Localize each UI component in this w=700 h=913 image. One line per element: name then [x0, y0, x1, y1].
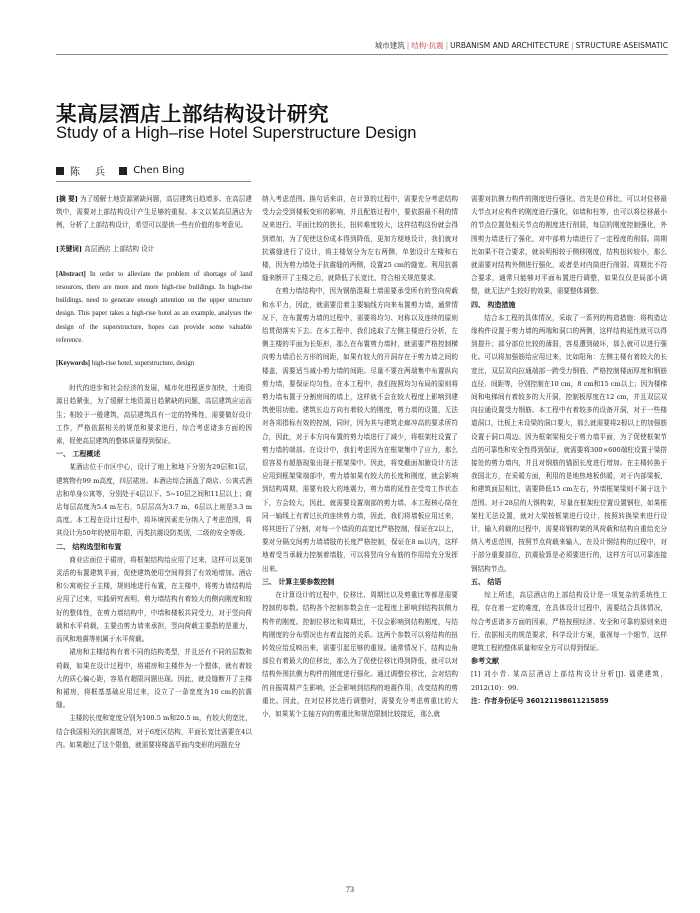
references-heading: 参考文献	[471, 657, 499, 666]
abstract-en-label: [Abstract]	[56, 270, 86, 278]
intro-paragraph: 时代的进步和社会经济的发展，城市化进程逐步加快，土地资源日趋紧张，为了缓解土地资源日趋紧缺的问题，高层建筑应运而生；相较于一般建筑，高层建筑具有一定的特殊性，需要做好设计工作，严格依据相关的规范和要求进行，综合考虑诸多方面的因素，促使高层建筑的整体质量得到保证。	[56, 384, 252, 446]
keywords-cn-label: [关键词]	[56, 244, 83, 253]
column-3	[471, 193, 667, 883]
title-english: Study of a High–rise Hotel Superstructure Design	[56, 124, 417, 142]
reference-1: [1] 刘小青. 某高层酒店上部结构设计分析[J]. 福建建筑，2012(10)：99.	[471, 670, 667, 692]
keywords-en-text: high-rise hotel, superstructure, design	[91, 360, 195, 368]
keywords-en-label: [Keywords]	[56, 360, 90, 368]
section-2-paragraph-2: 裙房和主楼结构有着不同的结构类型，并且还有不同的层数和荷载，如果在设计过程中，将裙房和主楼作为一个整体，就有着较大的质心偏心距，容易有超限问题出现。因此，就设缝断开了主楼和裙房，将框基基础应用过来，设立了一条宽度为10 cm的抗震缝。	[56, 648, 252, 710]
column-2-paragraph-1: 纳入考虑范围。换句话来讲，在计算的过程中，需要充分考虑结构受力会受到楼板变形的影响，并且配筋过程中，要依据最不利的情况来进行。平面比较的狭长，扭转难度较大，这样结构这份就会得到增加，为了促使这份成本得到降低，更加方便地设计，我们就对抗震缝进行了设计，将主楼划分为左右两侧，单独设计左楼和右楼，因为剪力墙处于抗震缝的两侧，设置25 cm的缝宽。利用抗震缝来断开了主楼之后，就降低了长宽比，符合相关规范要求。	[262, 195, 458, 283]
header-section-en: STRUCTURE·ASEISMATIC	[575, 41, 668, 50]
keywords-cn-text: 高层酒店 上部结构 设计	[84, 244, 155, 253]
author-divider	[56, 181, 251, 182]
page-number: 73	[346, 885, 354, 894]
section-4-text: 结合本工程的具体情况，采取了一系列的构造措施：将构造边缘构件设置于剪力墙的两端和洞口的两侧，这样结构延性就可以得到提升；部分部位比较的薄弱，容易遭到破坏，那么就可以进行强化。可以将加强筋给应用过来，比如阳角：左侧主楼有着较大的长宽比，双层双向拉通端部一跨受力钢筋，严格控制楼面厚度和钢筋直径、间距等，分别控制在10 cm，8 cm和15 cm以上；因为楼梯间和电梯间有着较多的大开洞，控制板厚度在12 cm，并且双层双向拉通设置受力钢筋。本工程中有着较多的设备开洞，对于一些楼道洞口，比板上未设梁的洞口要大，那么就需要将2根以上的加强筋设置于洞口周边。因为框架梁相交于剪力墙平面，为了促使框架节点的可靠性和安全性得到保证，就需要将300×600端柱设置于梁搭接处的剪力墙内，并且对钢筋的锚固长度进行增加。在主楼转换于我国北方，在采暖方面，利用的是地热地板供暖，对于内部梁板，和建筑面层相比，需要降低15 cm左右，外墙框架梁则不属于这个范围。对于28层的大钢构架，尽量在框架柱位置设置钢柱，如果框架柱无法设置，就对大梁按框架进行设计，按照转换梁来进行设计，输入荷载的过程中，需要将钢构架的风荷载和结构自重给充分纳入考虑范围，按照节点荷载来输入，在设计钢结构的过程中，对于部分重要部位，抗震验算是必须要进行的，这样方可以可靠连接钢结构节点。	[471, 313, 667, 573]
abstract-cn-label: [摘 要]	[56, 195, 78, 203]
author-name-cn: 陈 兵	[70, 167, 112, 178]
section-2-paragraph-3: 主楼的长度和宽度分别为100.5 m和20.5 m，有较大的宽比，结合我国相关的抗震规范，对于6度区结构，平面长宽比需要在4以内。如果超过了这个限值，就需要将楼盖平面内变形的问题充分	[56, 714, 252, 749]
section-5-text: 综上所述，高层酒店的上部结构设计是一项复杂的系统性工程，存在着一定的难度，在具体设计过程中，需要结合具体情况，综合考虑诸多方面的因素，严格按照经济、安全和可靠的原则来进行，依据相关的规范要求，科学设计方案，重视每一个细节，这样建筑工程的整体质量和安全方可以得到保证。	[471, 591, 667, 652]
section-4-heading: 四、 构造措施	[471, 300, 516, 309]
section-3-heading: 三、 计算主要参数控制	[262, 577, 335, 586]
section-5-heading: 五、 结语	[471, 577, 502, 586]
abstract-en	[56, 268, 252, 347]
author-name-en: Chen Bing	[133, 165, 185, 176]
column-3-paragraph-1: 需要对抗侧力构件的刚度进行强化。首先是位移比，可以对位移最大节点对应构件的刚度进行强化，如墙和柱等，也可以将位移最小的节点位置处相关节点的刚度进行削弱，每层的刚度控制强化，外围剪力墙进行了强化，对中部剪力墙进行了一定程度的削弱。周期比如果不符合要求，就说明相较于侧移刚度，结构扭转较小，那么就需要对结构外侧进行强化，或者是对内筒进行削弱。周期比不符合要求，通常只能够对平面布置进行调整，如果仅仅是局部小调整，就无法产生较好的效果，需要整体调整。	[471, 195, 667, 296]
header-section-cn: 结构·抗震	[411, 41, 444, 50]
keywords-en	[56, 357, 252, 370]
header-journal-cn: 城市建筑	[374, 41, 405, 50]
abstract-en-text: In order to alleviate the problem of shortage of land resources, there are more and more high-rise buildings. In high-rise buildings, need to generate enough attention on the upper structure design. This paper takes a high-rise hotel as an example, analyses the design of the superstructure, hopes can provide some valuable reference.	[56, 270, 252, 344]
section-2-paragraph-1: 商业店面位于裙房，将框架结构给应用了过来，这样可以更加灵活的布置建筑平面，促使建筑使用空间得到了有效地增加。酒店和公寓则位于主楼，规则地进行布置，在主楼中，将剪力墙结构给应用了过来，实践研究表明，剪力墙结构有着较大的侧向刚度和较好的整体性，在剪力墙结构中，中墙和楼板共同受力，对于竖向荷载和水平荷载，主要由剪力墙来承担，竖向荷载主要指的是重力，而风和地震等则属于水平荷载。	[56, 555, 252, 644]
header-journal-en: URBANISM AND ARCHITECTURE	[450, 41, 570, 50]
title-chinese: 某高层酒店上部结构设计研究	[56, 102, 329, 126]
header-divider	[56, 54, 668, 55]
column-2	[262, 193, 458, 883]
abstract-cn	[56, 193, 252, 233]
section-1-heading: 一、 工程概述	[56, 450, 101, 459]
column-1	[56, 193, 252, 873]
abstract-cn-text: 为了缓解土地资源紧缺问题，高层建筑日趋增多。在高层建筑中，需要对上部结构设计产生足够的重视。本文以某高层酒店为例，分析了上部结构设计，希望可以提供一些有价值的参考意见。	[56, 195, 252, 230]
section-3-text: 在计算设计的过程中，位移比、周期比以及剪重比等都是需要控制的参数。结构各个控制参数会在一定程度上影响到结构抗侧力构件的刚度。控制位移比和周期比，不仅会影响到结构刚度，与结构刚度的分布情况也有着直接的关系。这两个参数可以将结构的扭转效应给反映出来，需要引起足够的重视。通常情况下，结构边角部位有着最大的位移比，那么为了促使位移比得到降低，就可以对结构外围抗侧力构件的刚度进行强化。通过调整位移比，会对结构的自振周期产生影响，还会影响到结构的地震作用，改变结构的剪重比。因此，在对位移比进行调整时，需要充分考虑剪重比的大小，如果某个主轴方向的剪重比和规范限制比较接近，那么就	[262, 591, 458, 718]
section-1-text: 某酒店位于市区中心，设计了地上和地下分别为29层和1层，建筑物有99 m高度，四层裙房。本酒店综合涵盖了商店、公寓式酒店和单身公寓等，分别处于4层以下、5~10层之间和11层以上；商店每层高度为5.4 m左右，5层层高为3.7 m，6层以上则是3.3 m高度。本工程在设计过程中，将环境因素充分纳入了考虑范围，将其设计为50年的使用年限，丙类抗震设防类别，二级的安全等级。	[56, 463, 252, 538]
keywords-cn	[56, 243, 252, 256]
author-line	[56, 163, 185, 178]
author-note: 注：作者身份证号 360121198611215859	[471, 696, 609, 705]
column-2-paragraph-2: 在剪力墙结构中，因为钢筋混凝土墙需要承受所有的竖向荷载和水平力，因此，就需要沿着主要轴线方向来布置剪力墙，通常情况下，在布置剪力墙的过程中，需要将均匀、对称以及连续的原则给贯彻落实下去。在本工程中，我们选取了左侧主楼进行分析，左侧主楼的平面为长矩形，那么在布置剪力墙时，就需要严格控制横向剪力墙沿长方形的间距，如果有较大的开洞存在于剪力墙之间的楼盖，需要适当减小剪力墙的间距。尽量不要在两端集中布置纵向剪力墙，要保证均匀性。在本工程中，我们按照均匀布局的原则将剪力墙布置于分割房间的墙上，这样就不会在较大程度上影响到建筑使用功能。建筑长边方向有着较大的刚度，剪力墙的设置，无法对各项指标有效的控制，同时，因为其与建筑走廊冲高的要求所符合，因此，对于本方向布置的剪力墙进行了减少，将框架柱设置了剪力墙的端部。在设计中，我们考虑因为在框架集中了应力，那么很容易有超筋现象出现于框架梁中。因此，将变截面加腋设计方法应用到框架梁端部中，剪力墙如果有较大的长度和刚度，就会影响到结构周期，需要有较大的地震力，剪力墙的延性在受弯工作状态下，方会较大，因此，就需要设置端部的剪力墙。本工程核心筒在同一轴线上有着过长的连续剪力墙，因此，我们将墙板应用过来，将其进行了分割，对每一个墙段的高宽比严格控制，保证在2以上，要对分隔交间剪力墙墙肢的长度严格控制，保证在8 m以内，这样地着受当承载力控制着墙肢，可以将竖向分布筋的作用给充分发挥出来。	[262, 287, 458, 573]
section-2-heading: 二、 结构选型和布置	[56, 542, 122, 551]
running-header: 城市建筑 | 结构·抗震 | URBANISM AND ARCHITECTURE | STRUCTURE·ASEISMATIC	[374, 41, 668, 50]
author-square-icon	[56, 167, 64, 175]
author-square-icon-2	[119, 167, 127, 175]
